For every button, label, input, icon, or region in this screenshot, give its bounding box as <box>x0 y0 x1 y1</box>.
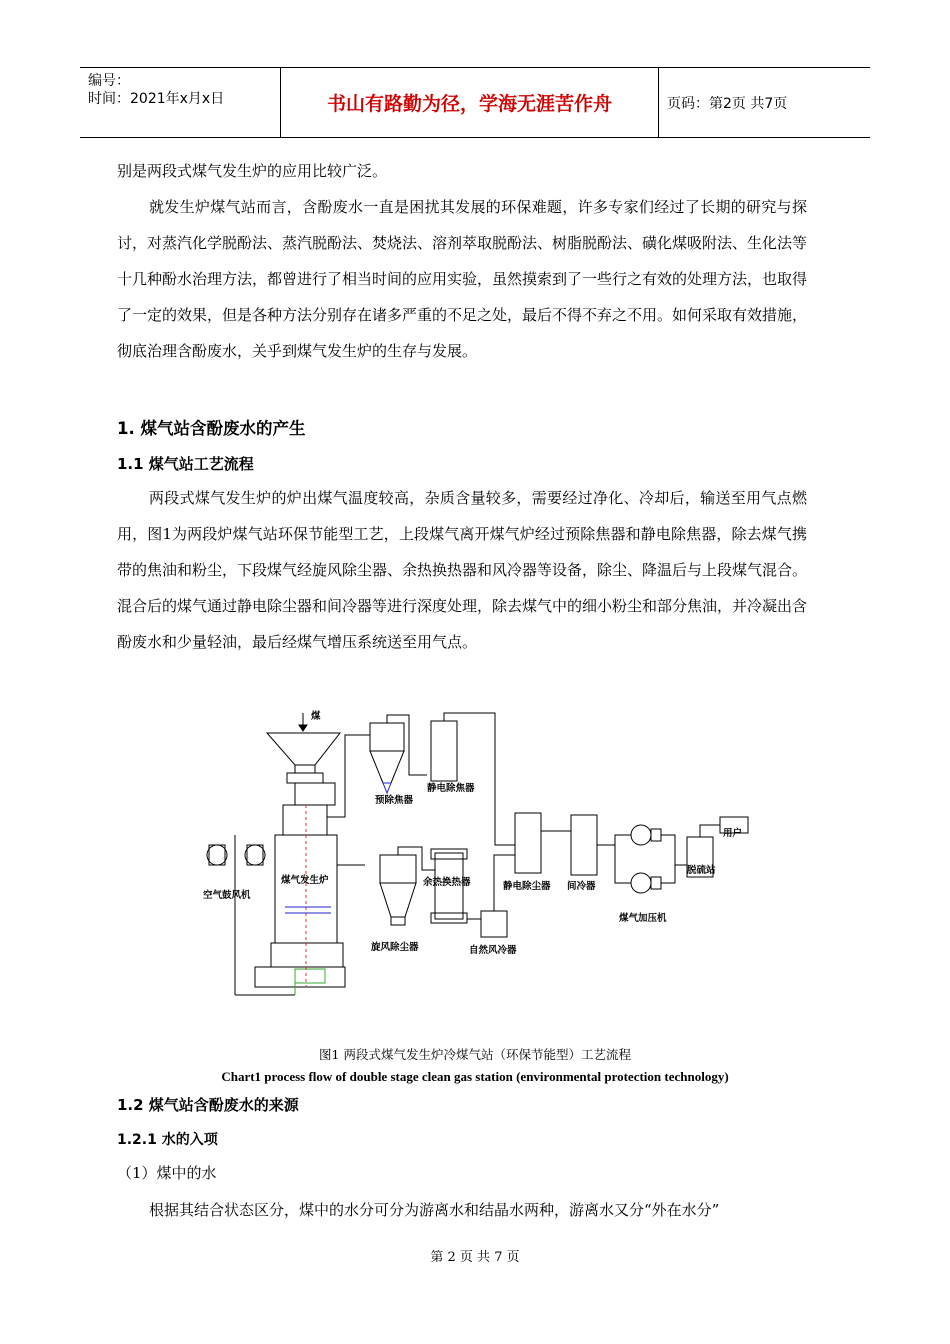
header-meta <box>80 68 280 137</box>
electro-precipitator <box>515 813 541 873</box>
booster-fan-2 <box>631 873 651 893</box>
mix-pipe <box>444 713 515 845</box>
section-heading-1-2: 1.2 煤气站含酚废水的来源 <box>117 1096 299 1114</box>
section-heading-1: 1. 煤气站含酚废水的产生 <box>117 419 306 438</box>
label-gasifier: 煤气发生炉 <box>281 875 329 886</box>
ash-pan <box>295 969 325 983</box>
label-pre-decoker: 预除焦器 <box>375 795 414 806</box>
time-label: 时间：2021年x月x日 <box>88 91 225 107</box>
label-electro-decoker: 静电除焦器 <box>427 783 475 794</box>
figure-caption-cn: 图1 两段式煤气发生炉冷煤气站（环保节能型）工艺流程 <box>319 1047 631 1062</box>
air-blower-housing-2 <box>247 845 263 865</box>
label-air-blower: 空气鼓风机 <box>203 890 251 901</box>
section-heading-1-1: 1.1 煤气站工艺流程 <box>117 455 254 473</box>
label-booster: 煤气加压机 <box>619 913 667 924</box>
header-page-label: 页码：第2页 共7页 <box>667 95 788 112</box>
process-flow-figure <box>195 705 755 1005</box>
section-heading-1-2-1: 1.2.1 水的入项 <box>117 1132 218 1148</box>
figure-caption-en: Chart1 process flow of double stage clean gas station (environmental protection technology) <box>221 1069 729 1084</box>
electro-decoker <box>431 721 457 781</box>
air-blower-fan-1 <box>207 845 227 865</box>
pre-decoker-cone <box>370 751 404 783</box>
number-label: 编号： <box>88 73 130 89</box>
page-footer: 第 2 页 共 7 页 <box>430 1250 520 1265</box>
header-motto: 书山有路勤为径，学海无涯苦作舟 <box>280 68 659 137</box>
gasifier-top <box>283 805 327 835</box>
cyclone-cone <box>380 883 416 917</box>
arrow-head <box>299 725 307 731</box>
booster-fan-1 <box>631 825 651 845</box>
air-blower-housing-1 <box>209 845 225 865</box>
list-item-1: （1）煤中的水 <box>117 1164 217 1182</box>
top-valve <box>295 783 335 805</box>
hopper-neck <box>295 765 315 773</box>
label-coal: 煤 <box>311 711 321 722</box>
cyclone-outlet <box>391 917 405 925</box>
label-indirect-cooler: 间冷器 <box>567 881 596 892</box>
label-user: 用户 <box>723 828 743 839</box>
label-heat-exchanger: 余热换热器 <box>423 877 471 888</box>
pre-decoker-top <box>370 723 404 751</box>
coal-hopper <box>267 733 340 765</box>
label-electro-precipitator: 静电除尘器 <box>503 881 551 892</box>
cyclone-top <box>380 855 416 883</box>
indirect-cooler <box>571 815 597 875</box>
page-header <box>80 67 870 138</box>
air-blower-fan-2 <box>245 845 265 865</box>
label-air-cooler: 自然风冷器 <box>469 945 517 956</box>
paragraph-2: 就发生炉煤气站而言，含酚废水一直是困扰其发展的环保难题，许多专家们经过了长期的研究与探讨，对蒸汽化学脱酚法、蒸汽脱酚法、焚烧法、溶剂萃取脱酚法、树脂脱酚法、磺化煤吸附法、生化法等十几种酚水治理方法，都曾进行了相当时间的应用实验，虽然摸索到了一些行之有效的处理方法，也取得了一定的效果，但是各种方法分别存在诸多严重的不足之处，最后不得不弃之不用。如何采取有效措施，彻底治理含酚废水，关乎到煤气发生炉的生存与发展。 <box>117 198 808 360</box>
paragraph-1: 别是两段式煤气发生炉的应用比较广泛。 <box>117 162 388 180</box>
paragraph-4: 根据其结合状态区分，煤中的水分可分为游离水和结晶水两种，游离水又分“外在水分” <box>149 1201 720 1219</box>
pre-to-electro-pipe <box>387 715 427 775</box>
paragraph-3: 两段式煤气发生炉的炉出煤气温度较高，杂质含量较多，需要经过净化、冷却后，输送至用气点燃用，图1为两段炉煤气站环保节能型工艺，上段煤气离开煤气炉经过预除焦器和静电除焦器，除去煤气携带的焦油和粉尘，下段煤气经旋风除尘器、余热换热器和风冷器等设备，除尘、降温后与上段煤气混合。混合后的煤气通过静电除尘器和间冷器等进行深度处理，除去煤气中的细小粉尘和部分焦油，并冷凝出含酚废水和少量轻油，最后经煤气增压系统送至用气点。 <box>117 489 808 651</box>
feeder <box>287 773 323 783</box>
label-cyclone: 旋风除尘器 <box>371 942 419 953</box>
label-desulfur: 脱硫站 <box>687 865 716 876</box>
gasifier-base <box>271 943 343 967</box>
gasifier-foundation <box>255 967 345 987</box>
air-cooler <box>481 911 507 937</box>
